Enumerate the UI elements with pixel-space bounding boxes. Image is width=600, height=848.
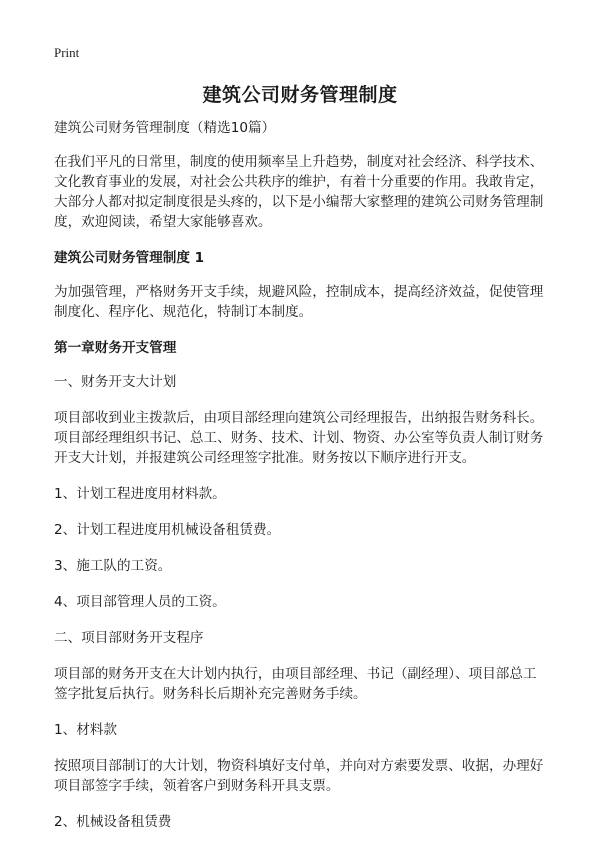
article-body xyxy=(54,118,550,848)
sub-heading: 2、机械设备租赁费 xyxy=(54,814,172,830)
chapter-heading: 第一章财务开支管理 xyxy=(54,340,177,356)
part-heading: 一、财务开支大计划 xyxy=(54,374,177,390)
article-subtitle: 建筑公司财务管理制度（精选10篇） xyxy=(54,120,276,136)
list-item: 1、计划工程进度用材料款。 xyxy=(54,486,226,502)
intro-paragraph: 在我们平凡的日常里，制度的使用频率呈上升趋势，制度对社会经济、科学技术、文化教育事业的发展，对社会公共秩序的维护，有着十分重要的作用。我敢肯定，大部分人都对拟定制度很是头疼的，以下是小编帮大家整理的建筑公司财务管理制度，欢迎阅读，希望大家能够喜欢。 xyxy=(54,154,544,230)
part-paragraph: 项目部的财务开支在大计划内执行，由项目部经理、书记（副经理）、项目部总工签字批复后执行。财务科长后期补充完善财务手续。 xyxy=(54,666,537,702)
sub-paragraph: 按照项目部制订的大计划，物资科填好支付单，并向对方索要发票、收据，办理好项目部签字手续，领着客户到财务科开具支票。 xyxy=(54,758,544,794)
list-item: 3、施工队的工资。 xyxy=(54,558,172,574)
page-title: 建筑公司财务管理制度 xyxy=(202,84,398,106)
list-item: 2、计划工程进度用机械设备租赁费。 xyxy=(54,522,281,538)
sub-heading: 1、材料款 xyxy=(54,722,118,738)
print-link[interactable]: Print xyxy=(54,45,80,60)
list-item: 4、项目部管理人员的工资。 xyxy=(54,594,226,610)
section-heading: 建筑公司财务管理制度 1 xyxy=(54,250,205,266)
part-heading: 二、项目部财务开支程序 xyxy=(54,630,204,646)
part-paragraph: 项目部收到业主拨款后，由项目部经理向建筑公司经理报告，出纳报告财务科长。项目部经理组织书记、总工、财务、技术、计划、物资、办公室等负责人制订财务开支大计划，并报建筑公司经理签字批准。财务按以下顺序进行开支。 xyxy=(54,410,544,466)
section-intro-paragraph: 为加强管理，严格财务开支手续，规避风险，控制成本，提高经济效益，促使管理制度化、程序化、规范化，特制订本制度。 xyxy=(54,284,544,320)
